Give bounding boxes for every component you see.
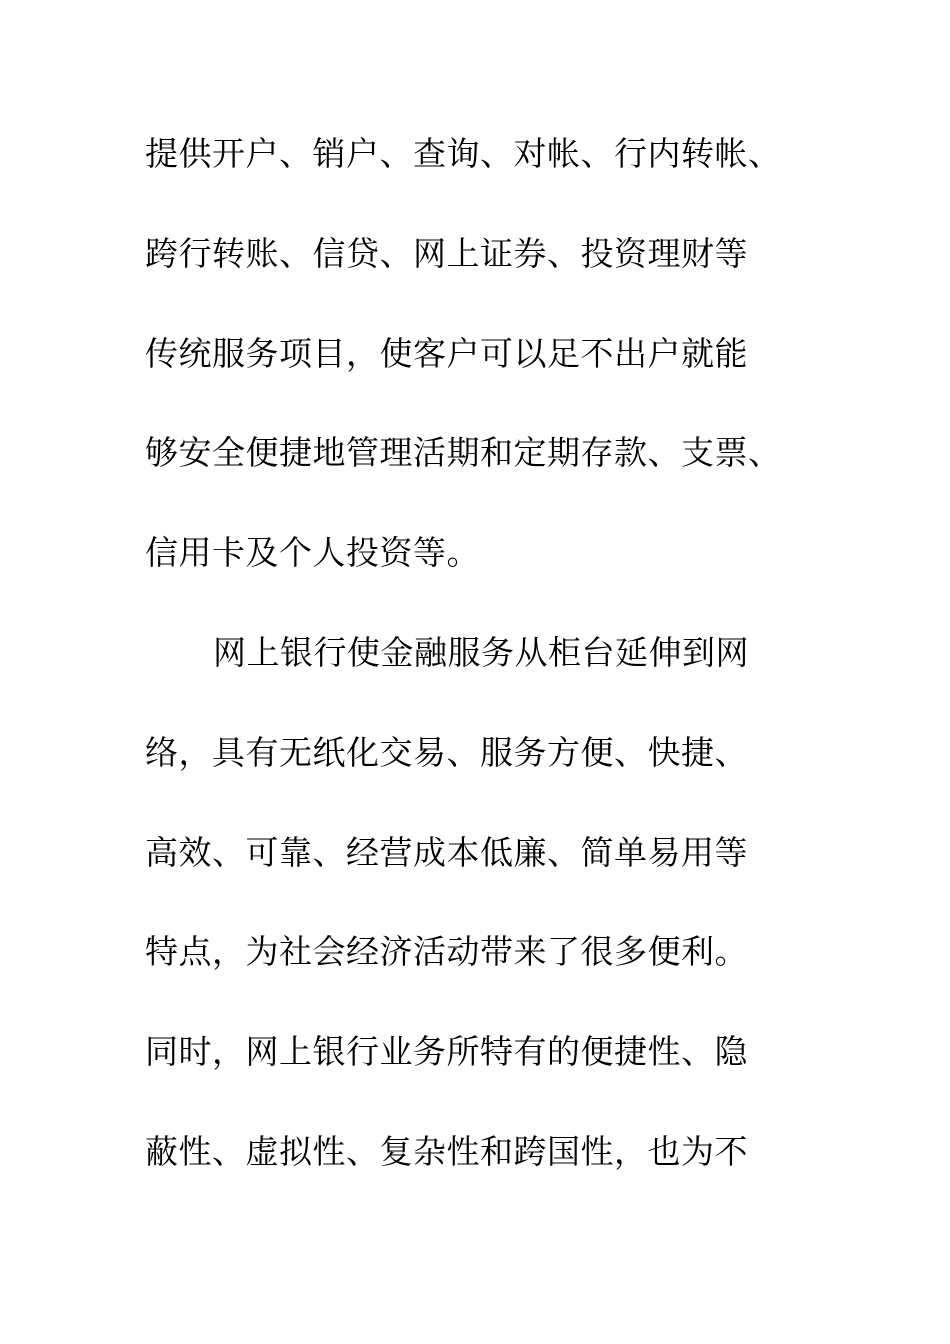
text-line: 络，具有无纸化交易、服务方便、快捷、 xyxy=(145,732,748,772)
paragraph-start-line: 网上银行使金融服务从柜台延伸到网 xyxy=(213,632,749,672)
text-line: 特点，为社会经济活动带来了很多便利。 xyxy=(145,932,748,972)
text-line: 信用卡及个人投资等。 xyxy=(145,533,480,573)
text-line: 同时，网上银行业务所特有的便捷性、隐 xyxy=(145,1032,748,1072)
text-line: 提供开户、销户、查询、对帐、行内转帐、 xyxy=(145,134,782,173)
text-line: 够安全便捷地管理活期和定期存款、支票、 xyxy=(145,433,782,473)
body-text xyxy=(145,125,825,1223)
text-line: 传统服务项目，使客户可以足不出户就能 xyxy=(145,333,748,373)
text-line: 高效、可靠、经营成本低廉、简单易用等 xyxy=(145,832,748,872)
text-line: 蔽性、虚拟性、复杂性和跨国性，也为不 xyxy=(145,1131,748,1171)
text-line: 跨行转账、信贷、网上证券、投资理财等 xyxy=(145,233,748,273)
